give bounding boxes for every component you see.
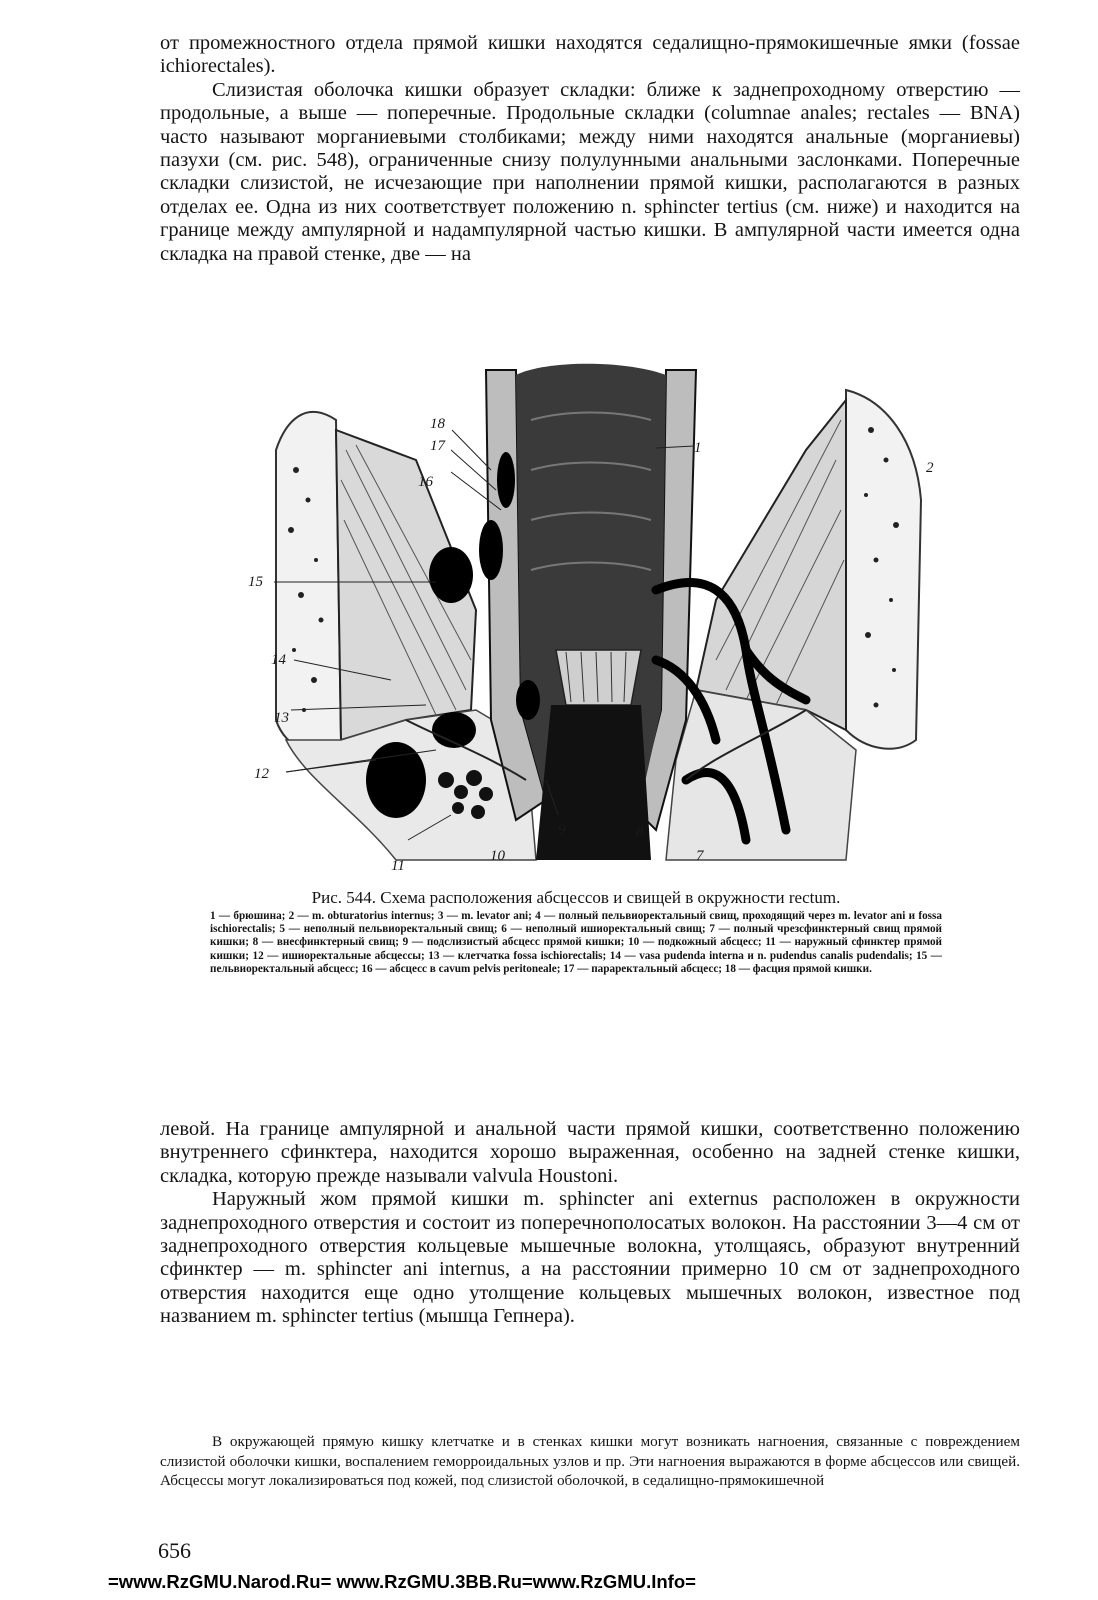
anatomical-figure [246, 360, 966, 890]
figure-label: 14 [271, 652, 286, 668]
figure-label: 17 [430, 438, 445, 454]
paragraph: от промежностного отдела прямой кишки находятся седалищно-прямокишечные ямки (fossae ichiorectales). [160, 32, 1020, 78]
figure-caption [210, 888, 942, 976]
figure-label: 13 [274, 710, 289, 726]
figure-label: 11 [391, 858, 405, 874]
figure-label: 12 [254, 766, 269, 782]
figure-label: 1 [694, 440, 702, 456]
paragraph: Наружный жом прямой кишки m. sphincter ani externus расположен в окружности заднепроходного отверстия и состоит из поперечнополосатых волокон. На расстоянии 3—4 см от заднепроходного отверстия кольцевые мышечные волокна, утолщаясь, образуют внутренний сфинктер — m. sphincter ani internus, а на расстоянии примерно 10 см от заднепроходного отверстия находится еще одно утолщение кольцевых мышечных волокон, известное под названием m. sphincter tertius (мышца Гепнера). [160, 1188, 1020, 1328]
caption-title: Рис. 544. Схема расположения абсцессов и свищей в окружности rectum. [311, 888, 841, 907]
figure-label: 15 [248, 574, 263, 590]
figure-label: 9 [558, 822, 566, 838]
figure-label: 7 [696, 848, 704, 864]
figure-label: 16 [418, 474, 433, 490]
figure-label: 18 [430, 416, 445, 432]
paragraph: Слизистая оболочка кишки образует складки: ближе к заднепроходному отверстию — продольные, а выше — поперечные. Продольные складки (columnae anales; rectales — BNA) часто называют морганиевыми столбиками; между ними находятся анальные (морганиевы) пазухи (см. рис. 548), ограниченные снизу полулунными анальными заслонками. Поперечные складки слизистой, не исчезающие при наполнении прямой кишки, располагаются в разных отделах ее. Одна из них соответствует положению n. sphincter tertius (см. ниже) и находится на границе между ампулярной и надампулярной частью кишки. В ампулярной части имеется одна складка на правой стенке, две — на [160, 78, 1020, 265]
top-text-block [160, 32, 1020, 266]
small-print-paragraph: В окружающей прямую кишку клетчатке и в стенках кишки могут возникать нагноения, связанные с повреждением слизистой оболочки кишки, воспалением геморроидальных узлов и пр. Эти нагноения выражаются в форме абсцессов или свищей. Абсцессы могут локализироваться под кожей, под слизистой оболочкой, в седалищно-прямокишечной [160, 1433, 1020, 1490]
figure-label: 8 [636, 824, 644, 840]
caption-legend: 1 — брюшина; 2 — m. obturatorius internus; 3 — m. levator ani; 4 — полный пельвиоректальный свищ, проходящий через m. levator ani и fossa ischiorectalis; 5 — неполный пельвиоректальный свищ; 6 — неполный ишиоректальный свищ; 7 — полный чрезсфинктерный свищ прямой кишки; 8 — внесфинктерный свищ; 9 — подслизистый абсцесс прямой кишки; 10 — подкожный абсцесс; 11 — наружный сфинктер прямой кишки; 12 — ишиоректальные абсцессы; 13 — клетчатка fossa ischiorectalis; 14 — vasa pudenda interna и n. pudendus canalis pudendalis; 15 — пельвиоректальный абсцесс; 16 — абсцесс в cavum pelvis peritoneale; 17 — параректальный абсцесс; 18 — фасция прямой кишки. [210, 910, 942, 975]
figure-label: 2 [926, 460, 934, 476]
figure-label: 10 [490, 848, 505, 864]
middle-text-block [160, 1118, 1020, 1329]
watermark-text: =www.RzGMU.Narod.Ru= www.RzGMU.3BB.Ru=www.RzGMU.Info= [108, 1571, 696, 1592]
page-number: 656 [158, 1538, 191, 1563]
paragraph: левой. На границе ампулярной и анальной части прямой кишки, соответственно положению внутреннего сфинктера, находится хорошо выраженная, особенно на задней стенке кишки, складка, которую прежде называли valvula Houstoni. [160, 1118, 1020, 1187]
